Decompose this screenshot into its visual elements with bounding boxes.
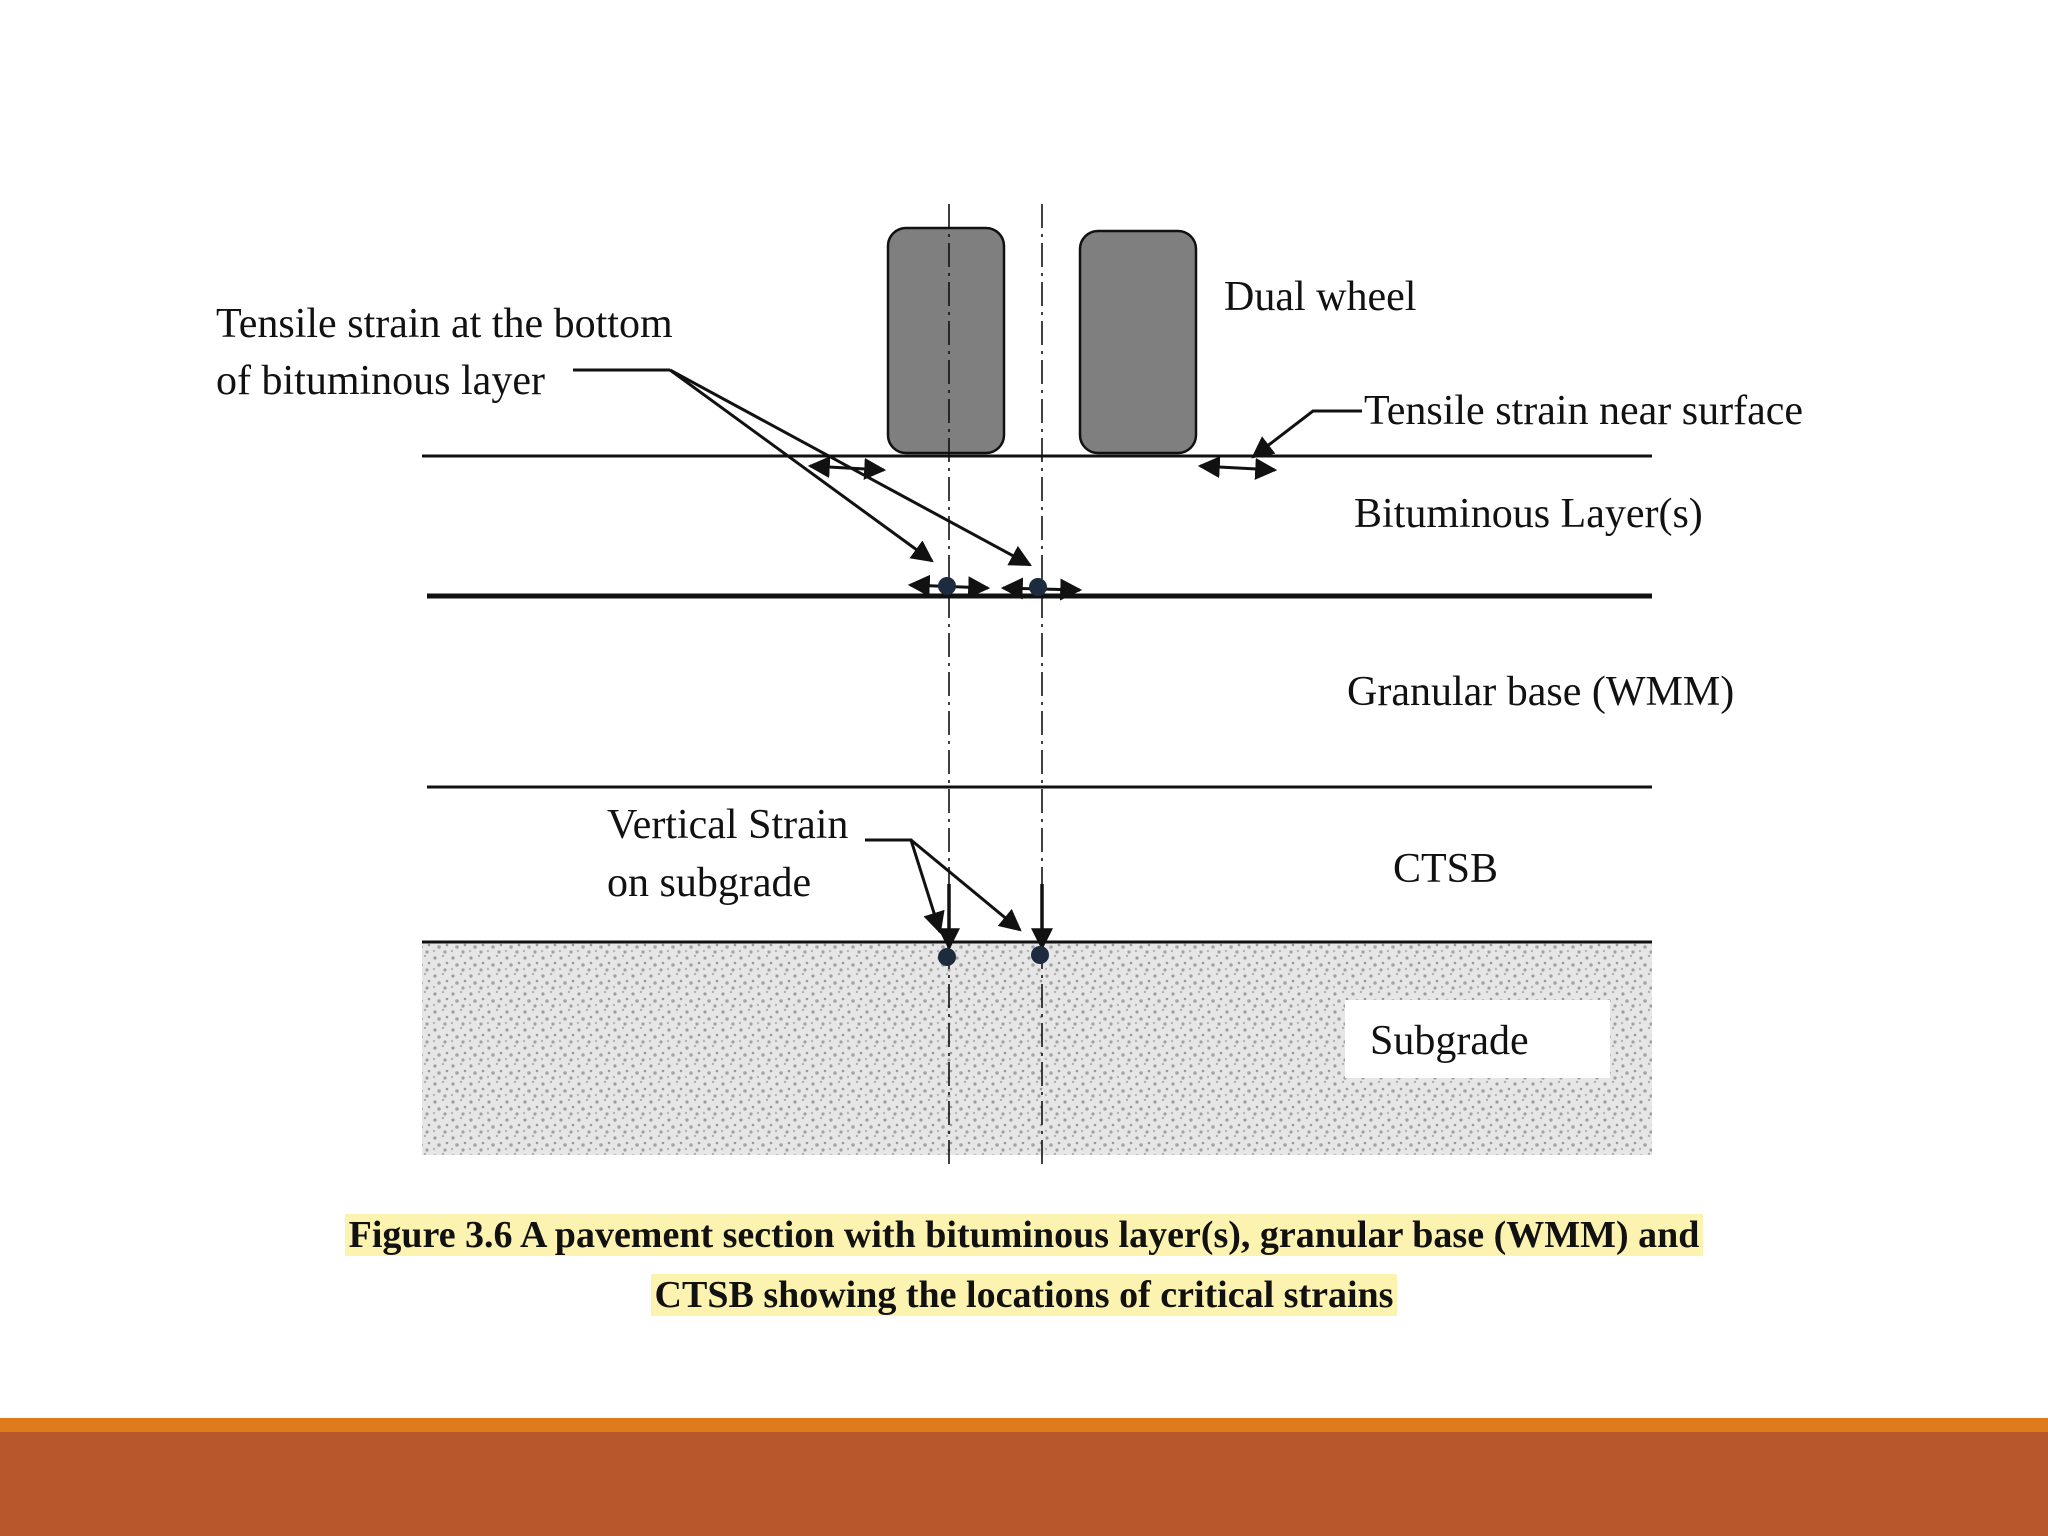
bottom-strain-point-left bbox=[938, 577, 956, 595]
surface-strain-leader bbox=[1253, 411, 1362, 457]
figure-caption bbox=[0, 1205, 2048, 1325]
vertical-strain-leader-right bbox=[911, 840, 1020, 930]
footer-accent-bar bbox=[0, 1418, 2048, 1432]
tensile-surface-label: Tensile strain near surface bbox=[1364, 388, 1804, 434]
tensile-bottom-label-line1: Tensile strain at the bottom bbox=[216, 301, 673, 347]
dual-wheel-label: Dual wheel bbox=[1224, 274, 1417, 320]
tensile-bottom-label-line2: of bituminous layer bbox=[216, 358, 545, 404]
wheel-left bbox=[888, 228, 1004, 453]
ctsb-label: CTSB bbox=[1393, 846, 1499, 892]
vertical-strain-label-line1: Vertical Strain bbox=[607, 802, 849, 848]
figure-caption-line1: Figure 3.6 A pavement section with bituminous layer(s), granular base (WMM) and bbox=[345, 1214, 1704, 1256]
granular-base-label: Granular base (WMM) bbox=[1347, 669, 1735, 715]
vertical-strain-label-line2: on subgrade bbox=[607, 860, 812, 906]
bottom-strain-point-right bbox=[1029, 578, 1047, 596]
subgrade-strain-point-right bbox=[1031, 946, 1049, 964]
subgrade-label: Subgrade bbox=[1370, 1018, 1529, 1064]
bituminous-layer-label: Bituminous Layer(s) bbox=[1354, 491, 1703, 537]
figure-caption-line2: CTSB showing the locations of critical strains bbox=[651, 1274, 1398, 1316]
wheel-right bbox=[1080, 231, 1196, 453]
footer-bar bbox=[0, 1432, 2048, 1536]
subgrade-strain-point-left bbox=[938, 948, 956, 966]
surface-strain-arrow-right bbox=[1200, 466, 1275, 470]
